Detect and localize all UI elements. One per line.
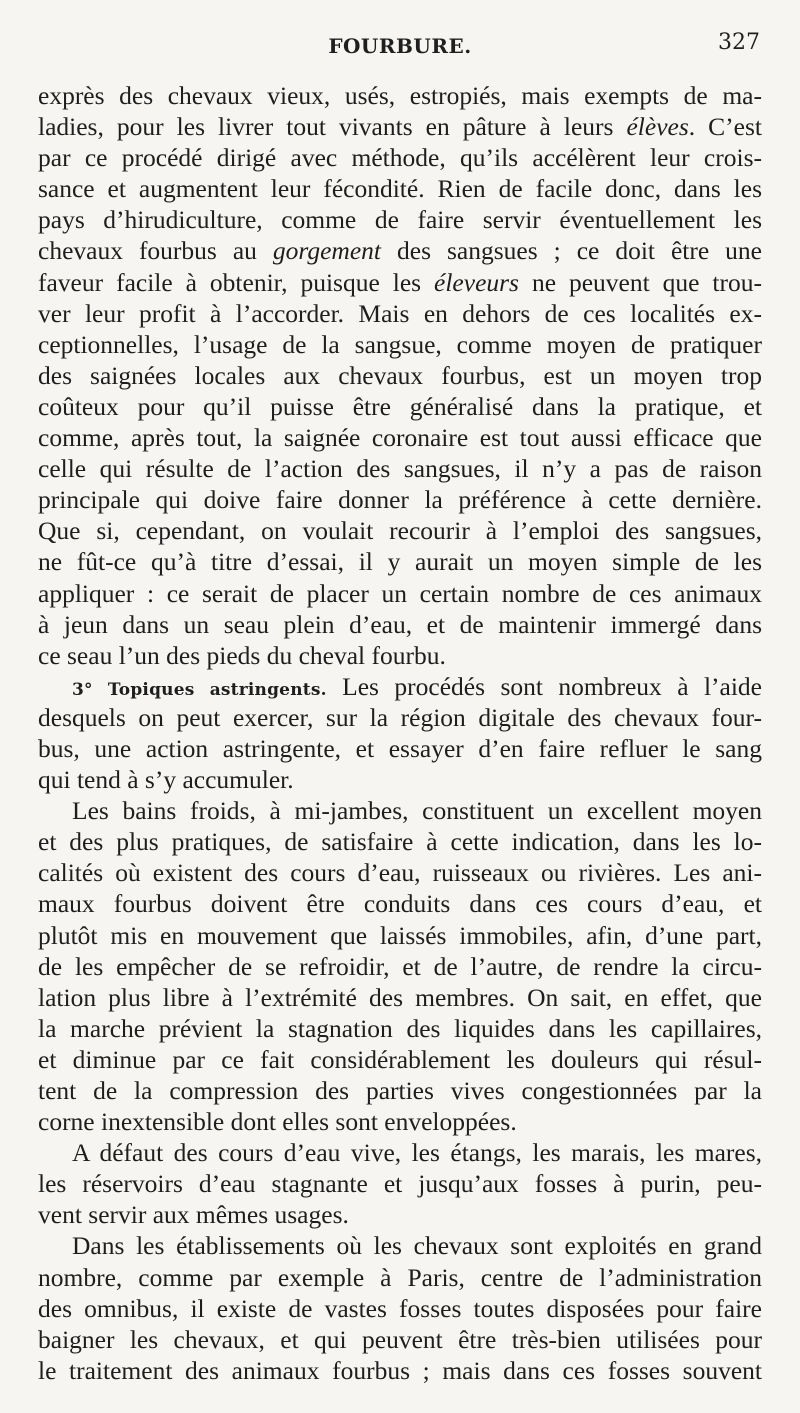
text-line: ver leur profit à l’accorder. Mais en dehors de ces localités ex- (38, 298, 762, 328)
text-line: maux fourbus doivent être conduits dans ces cours d’eau, et (38, 889, 762, 919)
text-line: principale qui doive faire donner la préférence à cette dernière. (38, 485, 762, 515)
section-heading: 3° Topiques astringents. (72, 679, 327, 700)
text-line: Dans les établissements où les chevaux sont exploités en grand (72, 1231, 762, 1261)
text-line: faveur facile à obtenir, puisque les éleveurs ne peuvent que trou- (38, 267, 762, 297)
text-line: pays d’hirudiculture, comme de faire servir éventuellement les (38, 205, 762, 235)
running-header (38, 30, 762, 64)
text-line: appliquer : ce serait de placer un certain nombre de ces animaux (38, 578, 762, 608)
text-line: exprès des chevaux vieux, usés, estropiés, mais exempts de ma- (38, 81, 762, 110)
text-line: lation plus libre à l’extrémité des membres. On sait, en effet, que (38, 982, 762, 1012)
italic-term: élèves (626, 112, 689, 142)
text-line: Que si, cependant, on voulait recourir à l’emploi des sangsues, (38, 516, 762, 546)
text-line: calités où existent des cours d’eau, ruisseaux ou rivières. Les ani- (38, 858, 762, 888)
text-line: des saignées locales aux chevaux fourbus, est un moyen trop (38, 360, 762, 390)
text-line: ce seau l’un des pieds du cheval fourbu. (38, 640, 446, 670)
text-line: de les empêcher de se refroidir, et de l’autre, de rendre la circu- (38, 951, 762, 981)
body-text (38, 80, 762, 1386)
text-line: baigner les chevaux, et qui peuvent être très-bien utilisées pour (38, 1324, 762, 1354)
text-line: 3° Topiques astringents. Les procédés sont nombreux à l’aide (72, 671, 762, 701)
text-line: corne inextensible dont elles sont enveloppées. (38, 1107, 517, 1137)
text-line: comme, après tout, la saignée coronaire est tout aussi efficace que (38, 423, 762, 453)
text-line: qui tend à s’y accumuler. (38, 765, 294, 795)
page-number: 327 (718, 30, 760, 55)
text-line: sance et augmentent leur fécondité. Rien de facile donc, dans les (38, 174, 762, 204)
text-line: chevaux fourbus au gorgement des sangsues ; ce doit être une (38, 236, 762, 266)
italic-term: gorgement (272, 236, 382, 266)
text-line: plutôt mis en mouvement que laissés immobiles, afin, d’une part, (38, 920, 762, 950)
text-line: vent servir aux mêmes usages. (38, 1200, 349, 1230)
text-line: coûteux pour qu’il puisse être généralisé dans la pratique, et (38, 391, 762, 421)
text-line: les réservoirs d’eau stagnante et jusqu’aux fosses à purin, peu- (38, 1169, 762, 1199)
text-line: nombre, comme par exemple à Paris, centre de l’administration (38, 1262, 762, 1292)
text-line: et des plus pratiques, de satisfaire à cette indication, dans les lo- (38, 827, 762, 857)
text-line: celle qui résulte de l’action des sangsues, il n’y a pas de raison (38, 454, 762, 484)
text-line: par ce procédé dirigé avec méthode, qu’ils accélèrent leur crois- (38, 143, 762, 173)
text-line: à jeun dans un seau plein d’eau, et de maintenir immergé dans (38, 609, 762, 639)
text-line: ceptionnelles, l’usage de la sangsue, comme moyen de pratiquer (38, 329, 762, 359)
text-line: le traitement des animaux fourbus ; mais dans ces fosses souvent (38, 1355, 762, 1385)
text-line: et diminue par ce fait considérablement les douleurs qui résul- (38, 1044, 762, 1074)
text-line: des omnibus, il existe de vastes fosses toutes disposées pour faire (38, 1293, 762, 1323)
text-line: tent de la compression des parties vives congestionnées par la (38, 1076, 762, 1105)
italic-term: éleveurs (434, 267, 519, 297)
text-line: la marche prévient la stagnation des liquides dans les capillaires, (38, 1013, 762, 1043)
text-line: desquels on peut exercer, sur la région digitale des chevaux four- (38, 702, 762, 732)
text-line: ne fût-ce qu’à titre d’essai, il y aurait un moyen simple de les (38, 547, 762, 577)
running-title: FOURBURE. (328, 34, 472, 58)
text-line: ladies, pour les livrer tout vivants en pâture à leurs élèves. C’est (38, 112, 762, 142)
text-line: Les bains froids, à mi-jambes, constituent un excellent moyen (72, 796, 762, 826)
text-line: A défaut des cours d’eau vive, les étangs, les marais, les mares, (72, 1138, 762, 1168)
text-line: bus, une action astringente, et essayer d’en faire refluer le sang (38, 733, 762, 763)
